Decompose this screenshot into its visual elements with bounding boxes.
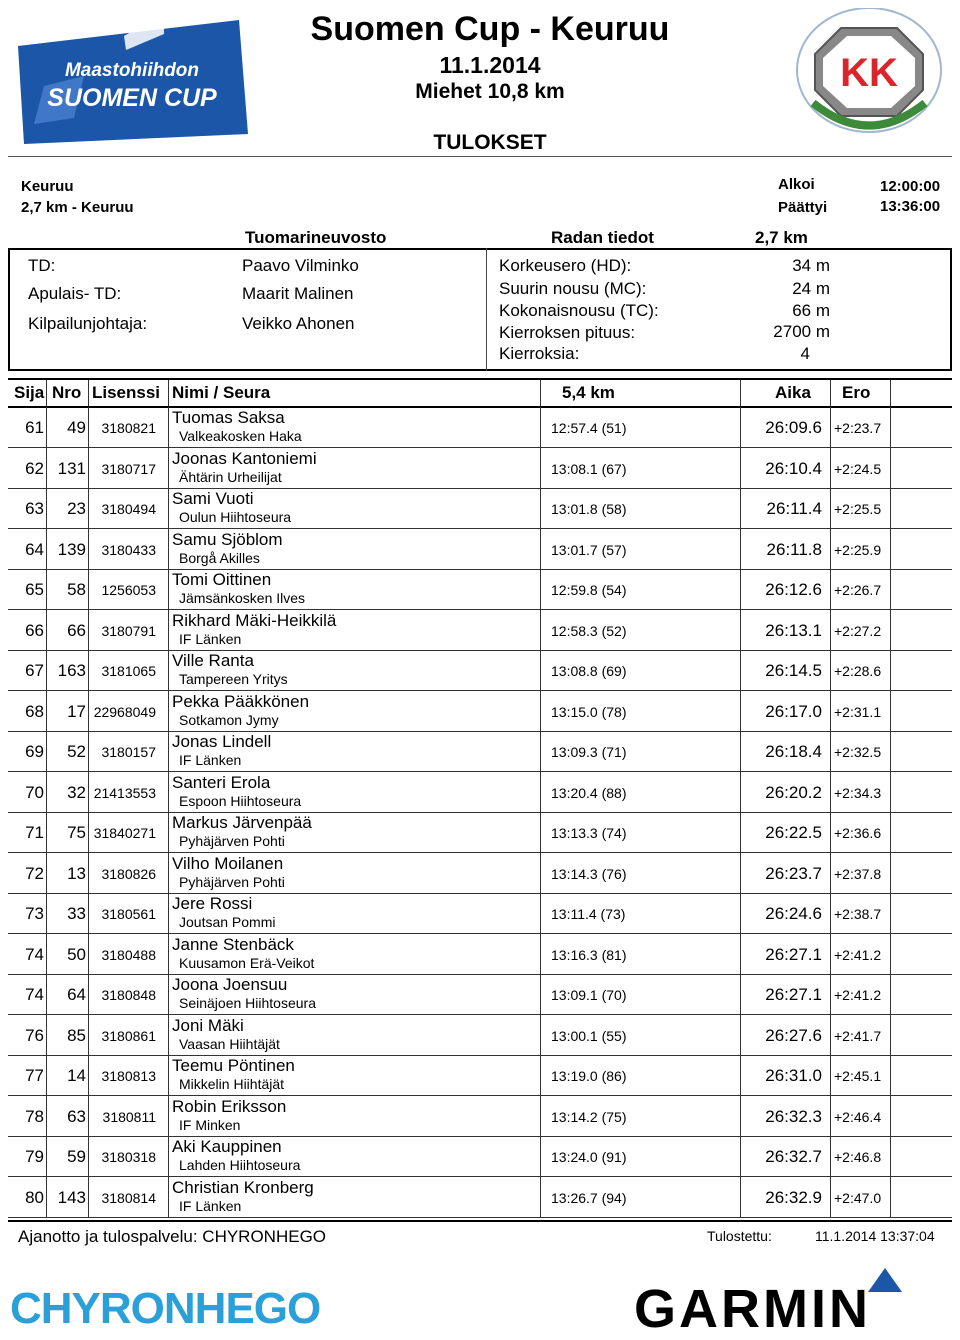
finish-time-cell: 26:11.4 xyxy=(766,499,822,518)
place-cell: 67 xyxy=(25,661,44,680)
place-cell: 76 xyxy=(25,1025,44,1045)
finish-time-cell: 26:31.0 xyxy=(765,1066,822,1085)
finish-time-cell: 26:32.7 xyxy=(765,1147,822,1166)
split-time-cell: 13:19.0 (86) xyxy=(551,1068,627,1084)
bib-number-cell: 59 xyxy=(67,1147,86,1166)
license-cell: 3180433 xyxy=(101,541,156,558)
header-lisenssi: Lisenssi xyxy=(92,383,161,402)
club-name: Valkeakosken Haka xyxy=(179,428,302,444)
series-name: Miehet 10,8 km xyxy=(415,80,565,103)
bib-number-cell: 13 xyxy=(67,863,86,883)
time-behind-cell: +2:23.7 xyxy=(834,420,882,436)
table-row xyxy=(8,1055,952,1096)
license-cell: 3180157 xyxy=(101,744,156,760)
kk-club-logo xyxy=(793,8,945,138)
split-time-cell: 13:08.8 (69) xyxy=(551,663,627,679)
place-cell: 61 xyxy=(25,418,44,437)
course-label-hd: Korkeusero (HD): xyxy=(499,256,632,275)
finish-time-cell: 26:32.3 xyxy=(765,1106,822,1126)
finish-time-cell: 26:10.4 xyxy=(765,458,822,478)
finish-time-cell: 26:20.2 xyxy=(765,782,822,802)
club-name: Sotkamon Jymy xyxy=(179,711,279,728)
chyronhego-logo: CHYRONHEGO xyxy=(10,1284,321,1333)
table-row xyxy=(8,407,952,448)
time-behind-cell: +2:41.7 xyxy=(834,1027,882,1044)
table-row xyxy=(8,448,952,489)
license-cell: 3180821 xyxy=(101,420,156,436)
table-row xyxy=(8,569,952,610)
club-name: IF Minken xyxy=(179,1116,241,1133)
bib-number-cell: 64 xyxy=(67,985,86,1004)
event-place: Keuruu xyxy=(21,178,74,195)
club-name: Lahden Hiihtoseura xyxy=(179,1157,301,1173)
time-behind-cell: +2:25.9 xyxy=(834,541,882,558)
time-behind-cell: +2:26.7 xyxy=(834,582,882,598)
header-nro: Nro xyxy=(52,383,82,402)
place-cell: 68 xyxy=(25,701,44,721)
place-cell: 64 xyxy=(25,539,44,559)
time-behind-cell: +2:25.5 xyxy=(834,501,882,517)
jury-role-td: TD: xyxy=(28,256,56,275)
finish-time-cell: 26:09.6 xyxy=(765,418,822,437)
split-time-cell: 13:11.4 (73) xyxy=(551,906,626,922)
athlete-name: Joni Mäki xyxy=(172,1015,244,1035)
finish-time-cell: 26:13.1 xyxy=(765,620,822,640)
header-split: 5,4 km xyxy=(562,383,615,402)
time-behind-cell: +2:41.2 xyxy=(834,946,882,963)
athlete-name: Joonas Kantoniemi xyxy=(172,448,317,468)
club-name: IF Länken xyxy=(179,752,242,768)
bib-number-cell: 52 xyxy=(67,742,86,761)
place-cell: 69 xyxy=(25,742,44,761)
athlete-name: Santeri Erola xyxy=(172,772,271,792)
place-cell: 74 xyxy=(25,985,44,1004)
time-behind-cell: +2:46.4 xyxy=(834,1108,882,1125)
time-behind-cell: +2:24.5 xyxy=(834,460,882,477)
bib-number-cell: 49 xyxy=(67,418,86,437)
table-row xyxy=(8,893,952,934)
license-cell: 3180861 xyxy=(101,1027,156,1044)
page-title: Suomen Cup - Keuruu xyxy=(310,10,670,48)
license-cell: 3180561 xyxy=(101,906,156,922)
time-behind-cell: +2:37.8 xyxy=(834,865,882,882)
time-behind-cell: +2:32.5 xyxy=(834,744,882,760)
split-time-cell: 12:59.8 (54) xyxy=(551,582,627,598)
course-value-hd: 34 m xyxy=(792,256,830,275)
license-cell: 3180318 xyxy=(101,1149,156,1165)
split-time-cell: 13:15.0 (78) xyxy=(551,703,627,720)
course-value-tc: 66 m xyxy=(792,301,830,320)
header-nimi-seura: Nimi / Seura xyxy=(172,383,271,402)
bib-number-cell: 33 xyxy=(67,904,86,923)
license-cell: 21413553 xyxy=(93,784,156,801)
club-name: Joutsan Pommi xyxy=(179,914,276,930)
split-time-cell: 12:57.4 (51) xyxy=(551,420,627,436)
table-row xyxy=(8,650,952,691)
split-time-cell: 13:00.1 (55) xyxy=(551,1027,627,1044)
club-name: Borgå Akilles xyxy=(179,549,260,566)
club-name: Espoon Hiihtoseura xyxy=(179,792,302,809)
club-name: Seinäjoen Hiihtoseura xyxy=(179,995,316,1011)
finish-time-cell: 26:27.1 xyxy=(765,944,822,964)
course-label-tc: Kokonaisnousu (TC): xyxy=(499,301,659,320)
timing-credit: Ajanotto ja tulospalvelu: CHYRONHEGO xyxy=(18,1227,327,1246)
time-behind-cell: +2:47.0 xyxy=(834,1189,882,1206)
header-aika: Aika xyxy=(775,383,811,402)
place-cell: 66 xyxy=(25,620,44,640)
jury-heading: Tuomarineuvosto xyxy=(245,228,387,247)
split-time-cell: 13:20.4 (88) xyxy=(551,784,627,801)
kk-logo-text: KK xyxy=(840,51,898,95)
results-heading: TULOKSET xyxy=(433,131,547,154)
athlete-name: Janne Stenbäck xyxy=(172,934,294,954)
finish-time-cell: 26:11.8 xyxy=(766,539,822,559)
jury-name-director: Veikko Ahonen xyxy=(242,314,355,333)
table-row xyxy=(8,529,952,570)
table-row xyxy=(8,610,952,651)
split-time-cell: 13:09.1 (70) xyxy=(551,987,627,1003)
time-behind-cell: +2:41.2 xyxy=(834,987,882,1003)
bib-number-cell: 17 xyxy=(67,701,86,721)
bib-number-cell: 14 xyxy=(67,1066,86,1085)
printed-value: 11.1.2014 13:37:04 xyxy=(815,1228,935,1244)
place-cell: 70 xyxy=(25,782,44,802)
club-name: Kuusamon Erä-Veikot xyxy=(179,954,315,971)
split-time-cell: 13:14.2 (75) xyxy=(551,1108,627,1125)
bib-number-cell: 66 xyxy=(67,620,86,640)
split-time-cell: 13:14.3 (76) xyxy=(551,865,627,882)
table-row xyxy=(8,731,952,772)
logo-line2: SUOMEN CUP xyxy=(47,84,217,112)
club-name: Mikkelin Hiihtäjät xyxy=(179,1076,285,1092)
time-behind-cell: +2:28.6 xyxy=(834,663,882,679)
license-cell: 3180811 xyxy=(102,1108,156,1125)
place-cell: 77 xyxy=(25,1066,44,1085)
table-row xyxy=(8,853,952,894)
place-cell: 72 xyxy=(25,863,44,883)
license-cell: 31840271 xyxy=(93,825,156,841)
split-time-cell: 13:09.3 (71) xyxy=(551,744,627,760)
license-cell: 22968049 xyxy=(93,703,156,720)
club-name: Ähtärin Urheilijat xyxy=(179,468,282,485)
end-time: 13:36:00 xyxy=(880,198,941,215)
table-row xyxy=(8,488,952,529)
course-length: 2,7 km xyxy=(755,228,808,247)
place-cell: 65 xyxy=(25,580,44,599)
jury-role-director: Kilpailunjohtaja: xyxy=(28,314,148,333)
header-sija: Sija xyxy=(14,383,45,402)
athlete-name: Joona Joensuu xyxy=(172,975,288,994)
time-behind-cell: +2:34.3 xyxy=(834,784,882,801)
course-value-mc: 24 m xyxy=(792,279,830,298)
table-row xyxy=(8,934,952,975)
athlete-name: Tomi Oittinen xyxy=(172,570,272,589)
split-time-cell: 13:01.8 (58) xyxy=(551,501,627,517)
jury-name-td: Paavo Vilminko xyxy=(242,256,359,275)
finish-time-cell: 26:14.5 xyxy=(765,661,822,680)
license-cell: 3181065 xyxy=(101,663,156,679)
time-behind-cell: +2:38.7 xyxy=(834,906,882,922)
finish-time-cell: 26:27.6 xyxy=(765,1025,822,1045)
split-time-cell: 13:24.0 (91) xyxy=(551,1149,627,1165)
bib-number-cell: 75 xyxy=(67,823,86,842)
license-cell: 3180848 xyxy=(101,987,156,1003)
course-info-heading: Radan tiedot xyxy=(551,228,654,247)
finish-time-cell: 26:22.5 xyxy=(765,823,822,842)
time-behind-cell: +2:31.1 xyxy=(834,703,882,720)
place-cell: 63 xyxy=(25,499,44,518)
finish-time-cell: 26:24.6 xyxy=(765,904,822,923)
table-row xyxy=(8,772,952,813)
bib-number-cell: 163 xyxy=(57,661,86,680)
course-value-laps: 4 xyxy=(800,344,810,363)
garmin-logo: GARMIN xyxy=(634,1279,871,1339)
athlete-name: Jonas Lindell xyxy=(172,732,272,751)
course-value-lap-length: 2700 m xyxy=(773,322,830,341)
license-cell: 3180826 xyxy=(101,865,156,882)
bib-number-cell: 32 xyxy=(67,782,86,802)
athlete-name: Christian Kronberg xyxy=(172,1177,314,1197)
suomen-cup-logo xyxy=(14,6,252,146)
athlete-name: Samu Sjöblom xyxy=(172,529,283,549)
finish-time-cell: 26:23.7 xyxy=(765,863,822,883)
club-name: IF Länken xyxy=(179,630,242,647)
time-behind-cell: +2:36.6 xyxy=(834,825,882,841)
split-time-cell: 13:13.3 (74) xyxy=(551,825,627,841)
athlete-name: Ville Ranta xyxy=(172,651,254,670)
athlete-name: Markus Järvenpää xyxy=(172,813,312,832)
split-time-cell: 13:01.7 (57) xyxy=(551,541,627,558)
club-name: Jämsänkosken Ilves xyxy=(179,590,306,606)
athlete-name: Teemu Pöntinen xyxy=(172,1056,295,1075)
place-cell: 74 xyxy=(25,944,44,964)
place-cell: 73 xyxy=(25,904,44,923)
start-label: Alkoi xyxy=(778,176,815,193)
license-cell: 3180717 xyxy=(101,460,156,477)
split-time-cell: 13:26.7 (94) xyxy=(551,1189,627,1206)
athlete-name: Robin Eriksson xyxy=(172,1096,287,1116)
jury-name-assistant-td: Maarit Malinen xyxy=(242,284,354,303)
table-row xyxy=(8,974,952,1015)
table-row xyxy=(8,812,952,853)
club-name: Vaasan Hiihtäjät xyxy=(179,1035,280,1052)
license-cell: 3180488 xyxy=(101,946,156,963)
place-cell: 80 xyxy=(25,1187,44,1207)
garmin-triangle-icon xyxy=(868,1268,902,1297)
club-name: Pyhäjärven Pohti xyxy=(179,833,285,849)
athlete-name: Pekka Pääkkönen xyxy=(172,691,310,711)
bib-number-cell: 139 xyxy=(57,539,86,559)
table-header xyxy=(8,378,952,408)
license-cell: 3180494 xyxy=(101,501,156,517)
license-cell: 3180813 xyxy=(101,1068,156,1084)
finish-time-cell: 26:12.6 xyxy=(765,580,822,599)
place-cell: 78 xyxy=(25,1106,44,1126)
time-behind-cell: +2:27.2 xyxy=(834,622,882,639)
license-cell: 3180791 xyxy=(101,622,156,639)
table-row xyxy=(8,1136,952,1177)
table-row xyxy=(8,691,952,732)
printed-label: Tulostettu: xyxy=(707,1228,772,1244)
split-time-cell: 12:58.3 (52) xyxy=(551,622,627,639)
table-row xyxy=(8,1015,952,1056)
athlete-name: Rikhard Mäki-Heikkilä xyxy=(172,610,337,630)
course-label-laps: Kierroksia: xyxy=(499,344,580,363)
license-cell: 3180814 xyxy=(101,1189,156,1206)
end-label: Päättyi xyxy=(778,199,828,216)
start-time: 12:00:00 xyxy=(880,178,941,195)
bib-number-cell: 143 xyxy=(57,1187,86,1207)
table-row xyxy=(8,1096,952,1137)
bib-number-cell: 50 xyxy=(67,944,86,964)
place-cell: 71 xyxy=(25,823,44,842)
course-label-mc: Suurin nousu (MC): xyxy=(499,279,647,298)
logo-line1: Maastohiihdon xyxy=(64,60,200,81)
finish-time-cell: 26:17.0 xyxy=(765,701,822,721)
athlete-name: Tuomas Saksa xyxy=(172,408,285,427)
finish-time-cell: 26:32.9 xyxy=(765,1187,822,1207)
time-behind-cell: +2:45.1 xyxy=(834,1068,882,1084)
athlete-name: Vilho Moilanen xyxy=(172,853,284,873)
table-row xyxy=(8,1177,952,1218)
license-cell: 1256053 xyxy=(101,582,156,598)
bib-number-cell: 85 xyxy=(67,1025,86,1045)
bib-number-cell: 131 xyxy=(57,458,86,478)
event-date: 11.1.2014 xyxy=(439,52,541,78)
club-name: Oulun Hiihtoseura xyxy=(179,509,292,525)
athlete-name: Aki Kauppinen xyxy=(172,1137,282,1156)
club-name: Pyhäjärven Pohti xyxy=(179,873,285,890)
athlete-name: Sami Vuoti xyxy=(172,489,254,508)
event-course: 2,7 km - Keuruu xyxy=(21,199,134,216)
split-time-cell: 13:08.1 (67) xyxy=(551,460,627,477)
header-ero: Ero xyxy=(842,383,871,402)
bib-number-cell: 63 xyxy=(67,1106,86,1126)
bib-number-cell: 58 xyxy=(67,580,86,599)
bib-number-cell: 23 xyxy=(67,499,86,518)
split-time-cell: 13:16.3 (81) xyxy=(551,946,627,963)
athlete-name: Jere Rossi xyxy=(172,894,253,913)
place-cell: 62 xyxy=(25,458,44,478)
place-cell: 79 xyxy=(25,1147,44,1166)
course-label-lap-length: Kierroksen pituus: xyxy=(499,323,636,342)
club-name: Tampereen Yritys xyxy=(179,671,288,687)
jury-role-assistant-td: Apulais- TD: xyxy=(28,284,122,303)
finish-time-cell: 26:18.4 xyxy=(765,742,822,761)
finish-time-cell: 26:27.1 xyxy=(765,985,822,1004)
club-name: IF Länken xyxy=(179,1197,242,1214)
time-behind-cell: +2:46.8 xyxy=(834,1149,882,1165)
